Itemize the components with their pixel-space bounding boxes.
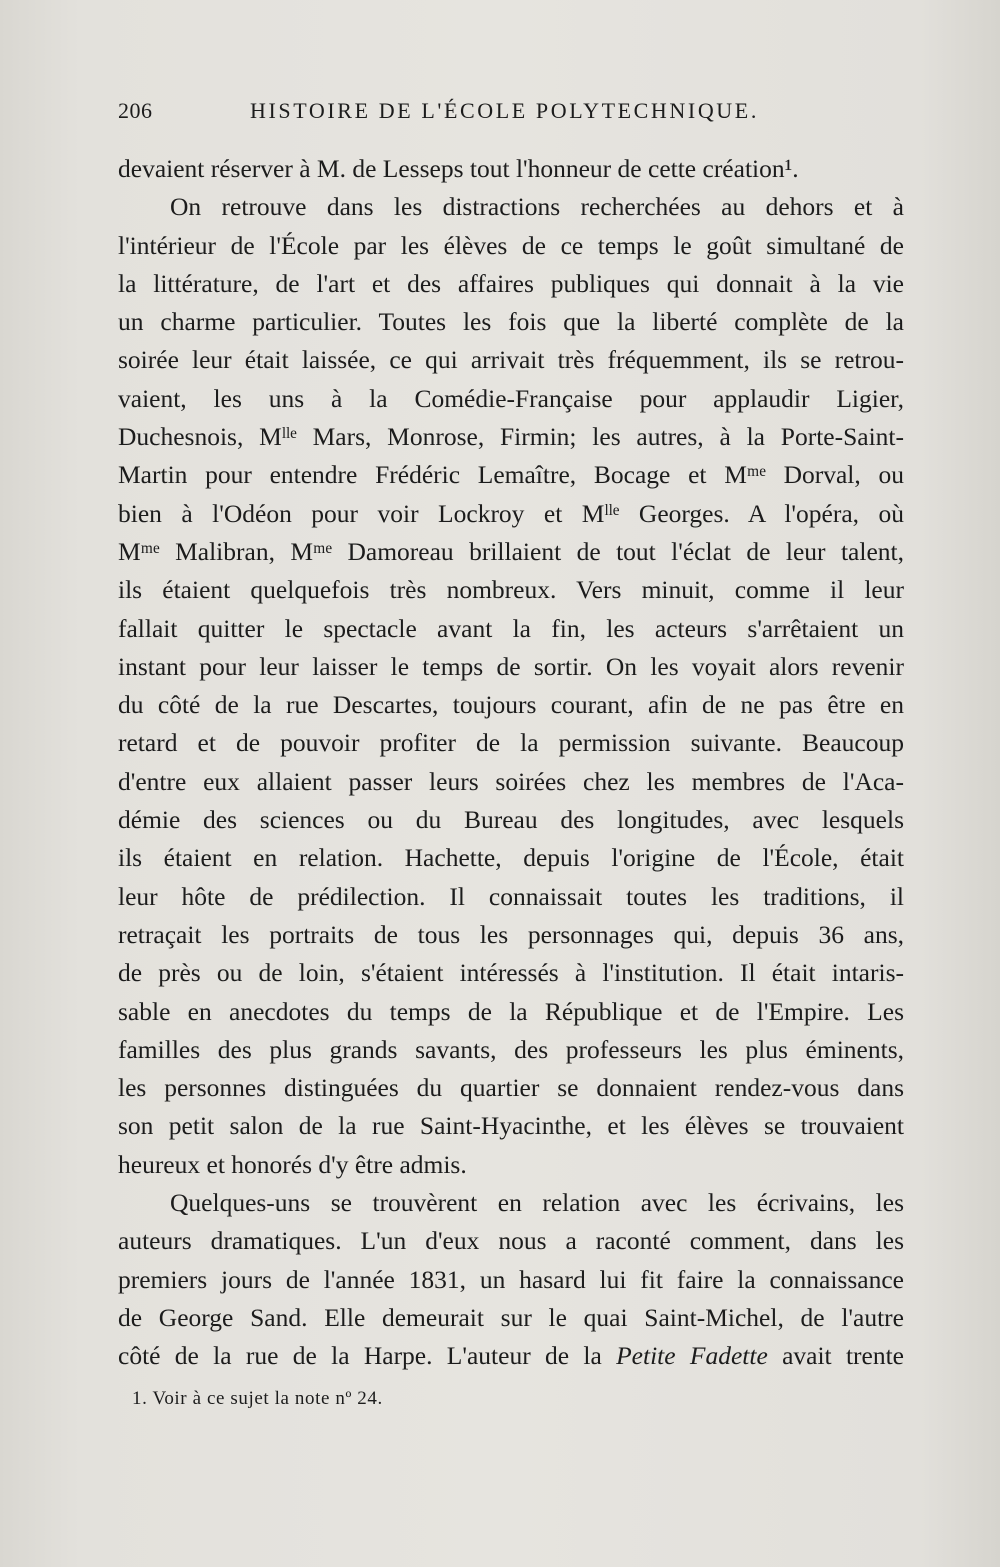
text-line: retard et de pouvoir profiter de la permission suivante. Beaucoup — [118, 728, 904, 758]
text-line: l'intérieur de l'École par les élèves de ce temps le goût simultané de — [118, 230, 904, 260]
text-line: bien à l'Odéon pour voir Lockroy et Mˡˡᵉ Georges. A l'opéra, où — [118, 498, 904, 528]
text-line: Quelques-uns se trouvèrent en relation avec les écrivains, les — [170, 1188, 904, 1218]
text-line: d'entre eux allaient passer leurs soirées chez les membres de l'Aca- — [118, 766, 904, 796]
text-line: heureux et honorés d'y être admis. — [118, 1149, 467, 1179]
text-line: leur hôte de prédilection. Il connaissait toutes les traditions, il — [118, 881, 904, 911]
text-line: ils étaient en relation. Hachette, depuis l'origine de l'École, était — [118, 843, 904, 873]
running-title: HISTOIRE DE L'ÉCOLE POLYTECHNIQUE. — [250, 98, 759, 123]
text-line: Duchesnois, Mˡˡᵉ Mars, Monrose, Firmin; les autres, à la Porte-Saint- — [118, 422, 904, 452]
book-title-italic: Petite Fadette — [616, 1341, 768, 1371]
text-line: instant pour leur laisser le temps de sortir. On les voyait alors revenir — [118, 651, 904, 681]
text-line: son petit salon de la rue Saint-Hyacinthe, et les élèves se trouvaient — [118, 1111, 904, 1141]
text-line: la littérature, de l'art et des affaires publiques qui donnait à la vie — [118, 268, 904, 298]
text-line: côté de la rue de la Harpe. L'auteur de la Petite Fadette avait trente — [118, 1341, 905, 1371]
text-line: On retrouve dans les distractions recherchées au dehors et à — [170, 192, 904, 222]
text-line: soirée leur était laissée, ce qui arrivait très fréquemment, ils se retrou- — [118, 345, 904, 375]
text-line: démie des sciences ou du Bureau des longitudes, avec lesquels — [118, 805, 904, 835]
text-line: premiers jours de l'année 1831, un hasard lui fit faire la connaissance — [118, 1264, 904, 1294]
footnote: 1. Voir à ce sujet la note nº 24. — [132, 1388, 383, 1409]
text-line: les personnes distinguées du quartier se donnaient rendez-vous dans — [118, 1073, 904, 1103]
text-line: vaient, les uns à la Comédie-Française pour applaudir Ligier, — [118, 383, 904, 413]
text-line: devaient réserver à M. de Lesseps tout l'honneur de cette création¹. — [118, 154, 799, 183]
body-text — [118, 150, 904, 1376]
text-line: auteurs dramatiques. L'un d'eux nous a raconté comment, dans les — [118, 1226, 904, 1256]
text-line: Mᵐᵉ Malibran, Mᵐᵉ Damoreau brillaient de tout l'éclat de leur talent, — [118, 536, 904, 566]
text-line: familles des plus grands savants, des professeurs les plus éminents, — [118, 1034, 904, 1064]
text-line: un charme particulier. Toutes les fois que la liberté complète de la — [118, 307, 904, 337]
text-line: Martin pour entendre Frédéric Lemaître, Bocage et Mᵐᵉ Dorval, ou — [118, 460, 904, 490]
text-line: de George Sand. Elle demeurait sur le quai Saint-Michel, de l'autre — [118, 1302, 904, 1332]
text-line: du côté de la rue Descartes, toujours courant, afin de ne pas être en — [118, 690, 904, 720]
page-header — [118, 98, 878, 134]
page-number: 206 — [118, 98, 153, 123]
text-line: ils étaient quelquefois très nombreux. Vers minuit, comme il leur — [118, 575, 904, 605]
text-line: sable en anecdotes du temps de la République et de l'Empire. Les — [118, 996, 904, 1026]
text-line: de près ou de loin, s'étaient intéressés à l'institution. Il était intaris- — [118, 958, 904, 988]
text-line: retraçait les portraits de tous les personnages qui, depuis 36 ans, — [118, 919, 904, 949]
text-line: fallait quitter le spectacle avant la fin, les acteurs s'arrêtaient un — [118, 613, 904, 643]
